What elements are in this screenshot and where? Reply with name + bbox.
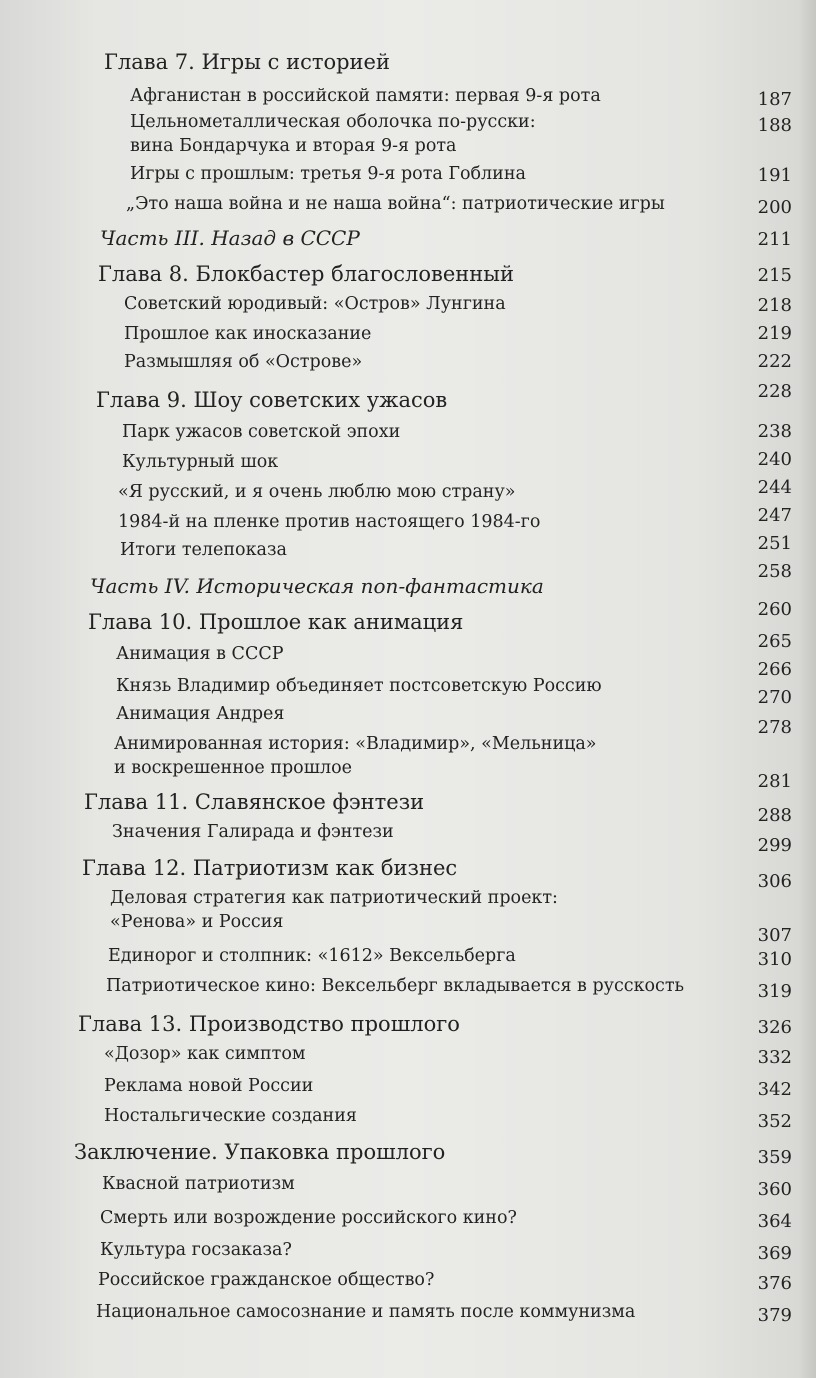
toc-page-number: 359 <box>757 1147 792 1168</box>
toc-section-title: Советский юродивый: «Остров» Лунгина <box>124 294 506 314</box>
toc-section-title: Единорог и столпник: «1612» Вексельберга <box>108 946 516 966</box>
toc-section-title: Анимация Андрея <box>116 704 285 724</box>
toc-section-title: Культура госзаказа? <box>100 1240 292 1260</box>
toc-page-number: 238 <box>757 421 792 442</box>
toc-section-title: Итоги телепоказа <box>120 540 287 560</box>
toc-page-number: 228 <box>757 381 792 402</box>
toc-page-number: 222 <box>757 351 792 372</box>
toc-section-title: Игры с прошлым: третья 9-я рота Гоблина <box>130 164 526 184</box>
toc-page-number: 219 <box>757 323 792 344</box>
toc-chapter-title: Глава 13. Производство прошлого <box>78 1012 460 1036</box>
toc-section-title: Реклама новой России <box>104 1076 314 1096</box>
toc-chapter-title: Глава 10. Прошлое как анимация <box>88 610 464 634</box>
toc-page-number: 332 <box>757 1047 792 1068</box>
toc-page-number: 200 <box>757 197 792 218</box>
toc-page-number: 379 <box>757 1305 792 1326</box>
toc-page-number: 218 <box>757 295 792 316</box>
toc-page-number: 376 <box>757 1273 792 1294</box>
toc-section-title: Анимированная история: «Владимир», «Мельница» <box>114 734 597 754</box>
toc-section-title: Культурный шок <box>122 452 279 472</box>
toc-page-number: 266 <box>757 659 792 680</box>
toc-page-number: 299 <box>757 835 792 856</box>
toc-page-number: 278 <box>757 717 792 738</box>
toc-part-title: Часть III. Назад в СССР <box>100 226 360 250</box>
toc-section-title: Деловая стратегия как патриотический проект: <box>110 888 558 908</box>
toc-section-title: Патриотическое кино: Вексельберг вкладывается в русскость <box>106 976 685 996</box>
toc-page-number: 288 <box>757 805 792 826</box>
toc-chapter-title: Глава 9. Шоу советских ужасов <box>96 388 448 412</box>
toc-page-number: 369 <box>757 1243 792 1264</box>
toc-part-title: Часть IV. Историческая поп-фантастика <box>90 574 544 598</box>
toc-page-number: 265 <box>757 631 792 652</box>
toc-section-title: Прошлое как иносказание <box>124 324 372 344</box>
toc-section-title: Национальное самосознание и память после коммунизма <box>96 1302 636 1322</box>
toc-page-number: 270 <box>757 687 792 708</box>
toc-section-title-continued: и воскрешенное прошлое <box>114 758 353 778</box>
toc-page-number: 187 <box>757 89 792 110</box>
toc-section-title: «Я русский, и я очень люблю мою страну» <box>118 482 516 502</box>
toc-page-number: 281 <box>757 771 792 792</box>
toc-section-title: Квасной патриотизм <box>102 1174 295 1194</box>
toc-page-number: 310 <box>757 949 792 970</box>
toc-section-title-continued: вина Бондарчука и вторая 9-я рота <box>130 136 457 156</box>
toc-section-title: „Это наша война и не наша война“: патриотические игры <box>126 194 665 214</box>
toc-chapter-title: Заключение. Упаковка прошлого <box>74 1140 446 1164</box>
toc-page-number: 364 <box>757 1211 792 1232</box>
toc-page-number: 307 <box>757 925 792 946</box>
toc-section-title: Анимация в СССР <box>116 644 284 664</box>
toc-page-number: 260 <box>757 599 792 620</box>
toc-section-title: Парк ужасов советской эпохи <box>122 422 401 442</box>
toc-section-title: Российское гражданское общество? <box>98 1270 435 1290</box>
toc-page-number: 342 <box>757 1079 792 1100</box>
toc-section-title: Размышляя об «Острове» <box>124 352 363 372</box>
toc-chapter-title: Глава 8. Блокбастер благословенный <box>98 262 514 286</box>
toc-page-number: 191 <box>757 165 792 186</box>
toc-page-number: 215 <box>757 265 792 286</box>
toc-section-title: Ностальгические создания <box>104 1106 357 1126</box>
toc-page-number: 326 <box>757 1017 792 1038</box>
toc-page-number: 247 <box>757 505 792 526</box>
toc-page-number: 360 <box>757 1179 792 1200</box>
toc-page-number: 258 <box>757 561 792 582</box>
toc-section-title-continued: «Ренова» и Россия <box>110 912 284 932</box>
toc-page-number: 306 <box>757 871 792 892</box>
toc-chapter-title: Глава 7. Игры с историей <box>104 50 390 74</box>
toc-page-number: 244 <box>757 477 792 498</box>
toc-chapter-title: Глава 11. Славянское фэнтези <box>84 790 425 814</box>
toc-page-number: 188 <box>757 115 792 136</box>
toc-section-title: 1984-й на пленке против настоящего 1984-го <box>118 512 541 532</box>
toc-page-number: 211 <box>757 229 792 250</box>
toc-page-number: 240 <box>757 449 792 470</box>
toc-page-number: 251 <box>757 533 792 554</box>
toc-page-number: 319 <box>757 981 792 1002</box>
toc-chapter-title: Глава 12. Патриотизм как бизнес <box>82 856 458 880</box>
toc-section-title: Афганистан в российской памяти: первая 9-я рота <box>130 86 601 106</box>
toc-section-title: «Дозор» как симптом <box>104 1044 306 1064</box>
toc-section-title: Князь Владимир объединяет постсоветскую Россию <box>116 676 602 696</box>
toc-section-title: Смерть или возрождение российского кино? <box>100 1208 517 1228</box>
toc-page-number: 352 <box>757 1111 792 1132</box>
toc-section-title: Значения Галирада и фэнтези <box>112 822 394 842</box>
toc-section-title: Цельнометаллическая оболочка по-русски: <box>130 112 536 132</box>
